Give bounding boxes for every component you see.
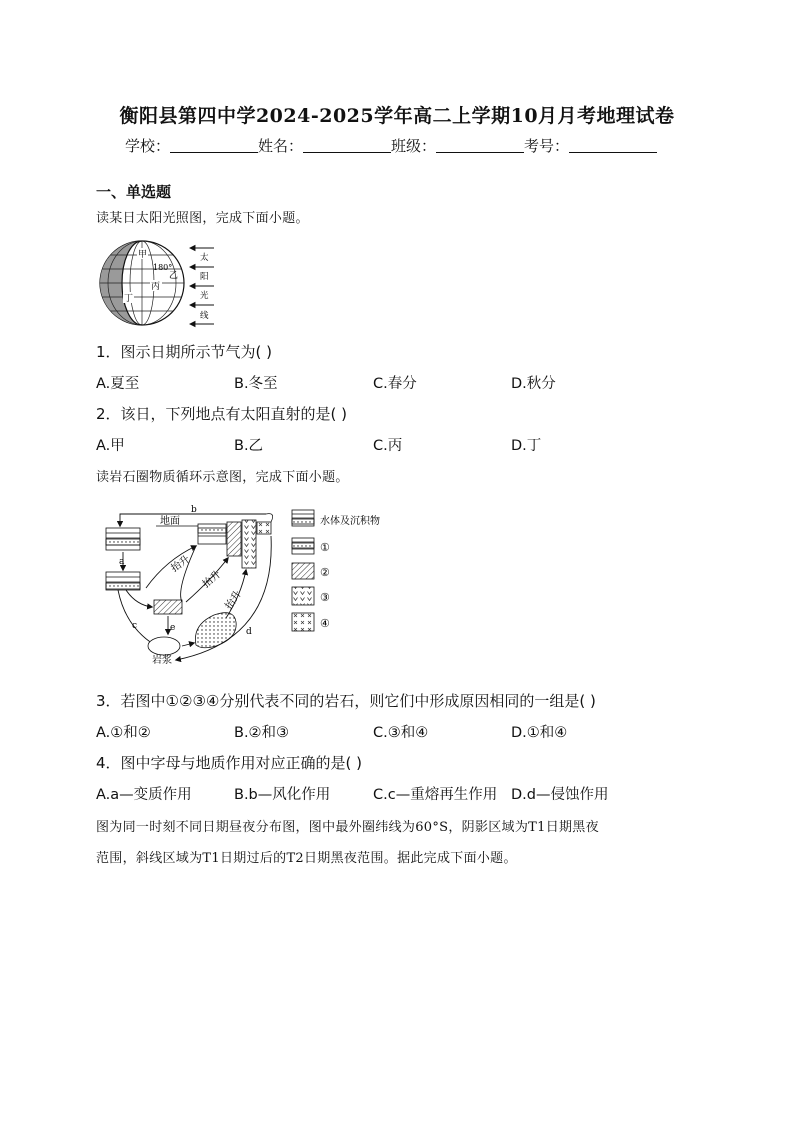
legend-2: ② bbox=[320, 566, 330, 579]
label-uplift-2: 抬升 bbox=[200, 569, 224, 591]
school-label: 学校： bbox=[125, 137, 171, 155]
q3-option-d[interactable]: D.①和④ bbox=[511, 725, 568, 741]
school-blank[interactable] bbox=[170, 138, 258, 153]
legend-1: ① bbox=[320, 541, 330, 554]
q3-option-b[interactable]: B.②和③ bbox=[234, 725, 290, 741]
group2-intro: 读岩石圈物质循环示意图，完成下面小题。 bbox=[96, 470, 349, 485]
legend-4: ④ bbox=[320, 617, 330, 630]
q1-option-b[interactable]: B.冬至 bbox=[234, 376, 278, 392]
q2-option-c[interactable]: C.丙 bbox=[373, 438, 403, 454]
name-blank[interactable] bbox=[303, 138, 391, 153]
label-uplift-1: 抬升 bbox=[169, 553, 193, 575]
name-label: 姓名： bbox=[258, 137, 304, 155]
label-180: 180° bbox=[153, 263, 173, 272]
q4-option-a[interactable]: A.a—变质作用 bbox=[96, 787, 192, 803]
label-b: b bbox=[191, 505, 197, 515]
label-yi: 乙 bbox=[169, 271, 179, 281]
q3-option-c[interactable]: C.③和④ bbox=[373, 725, 429, 741]
id-label: 考号： bbox=[524, 137, 570, 155]
class-blank[interactable] bbox=[436, 138, 524, 153]
q1-option-c[interactable]: C.春分 bbox=[373, 376, 417, 392]
q2-option-a[interactable]: A.甲 bbox=[96, 438, 125, 454]
section-title: 一、单选题 bbox=[96, 183, 172, 201]
q4-option-c[interactable]: C.c—重熔再生作用 bbox=[373, 787, 498, 803]
id-blank[interactable] bbox=[569, 138, 657, 153]
label-magma: 岩浆 bbox=[152, 655, 172, 666]
label-guang: 光 bbox=[200, 291, 209, 301]
legend-3: ③ bbox=[320, 591, 330, 604]
label-jia: 甲 bbox=[138, 250, 148, 260]
q3-option-a[interactable]: A.①和② bbox=[96, 725, 151, 741]
question-3: 3．若图中①②③④分别代表不同的岩石，则它们中形成原因相同的一组是( ) bbox=[96, 692, 596, 710]
q2-option-d[interactable]: D.丁 bbox=[511, 438, 542, 454]
q1-option-a[interactable]: A.夏至 bbox=[96, 376, 140, 392]
label-ding: 丁 bbox=[124, 294, 134, 304]
question-1: 1．图示日期所示节气为( ) bbox=[96, 343, 273, 361]
page-title: 衡阳县第四中学2024-2025学年高二上学期10月月考地理试卷 bbox=[119, 105, 675, 127]
q1-option-d[interactable]: D.秋分 bbox=[511, 376, 556, 392]
label-d: d bbox=[246, 627, 252, 637]
legend bbox=[292, 510, 314, 631]
label-yang: 阳 bbox=[200, 272, 209, 282]
q4-option-d[interactable]: D.d—侵蚀作用 bbox=[511, 787, 609, 803]
label-bing: 丙 bbox=[151, 282, 161, 292]
legend-water: 水体及沉积物 bbox=[320, 516, 380, 527]
group3-intro-line2: 范围，斜线区域为T1日期过后的T2日期黑夜范围。据此完成下面小题。 bbox=[96, 851, 517, 866]
group1-intro: 读某日太阳光照图，完成下面小题。 bbox=[96, 211, 309, 226]
label-uplift-3: 抬升 bbox=[223, 589, 244, 612]
question-2: 2．该日，下列地点有太阳直射的是( ) bbox=[96, 405, 348, 423]
label-xian: 线 bbox=[200, 311, 209, 321]
label-tai: 太 bbox=[200, 253, 209, 263]
label-ground: 地面 bbox=[160, 516, 180, 527]
group3-intro-line1: 图为同一时刻不同日期昼夜分布图，图中最外圈纬线为60°S，阴影区域为T1日期黑夜 bbox=[96, 820, 599, 835]
label-a: a bbox=[119, 557, 125, 567]
rock-cycle-diagram bbox=[96, 500, 406, 670]
q4-option-b[interactable]: B.b—风化作用 bbox=[234, 787, 331, 803]
class-label: 班级： bbox=[391, 137, 437, 155]
question-4: 4．图中字母与地质作用对应正确的是( ) bbox=[96, 754, 363, 772]
label-e: e bbox=[170, 623, 176, 633]
student-info-row bbox=[125, 135, 657, 156]
sunlight-diagram bbox=[96, 236, 226, 330]
q2-option-b[interactable]: B.乙 bbox=[234, 438, 264, 454]
label-c: c bbox=[132, 621, 138, 631]
